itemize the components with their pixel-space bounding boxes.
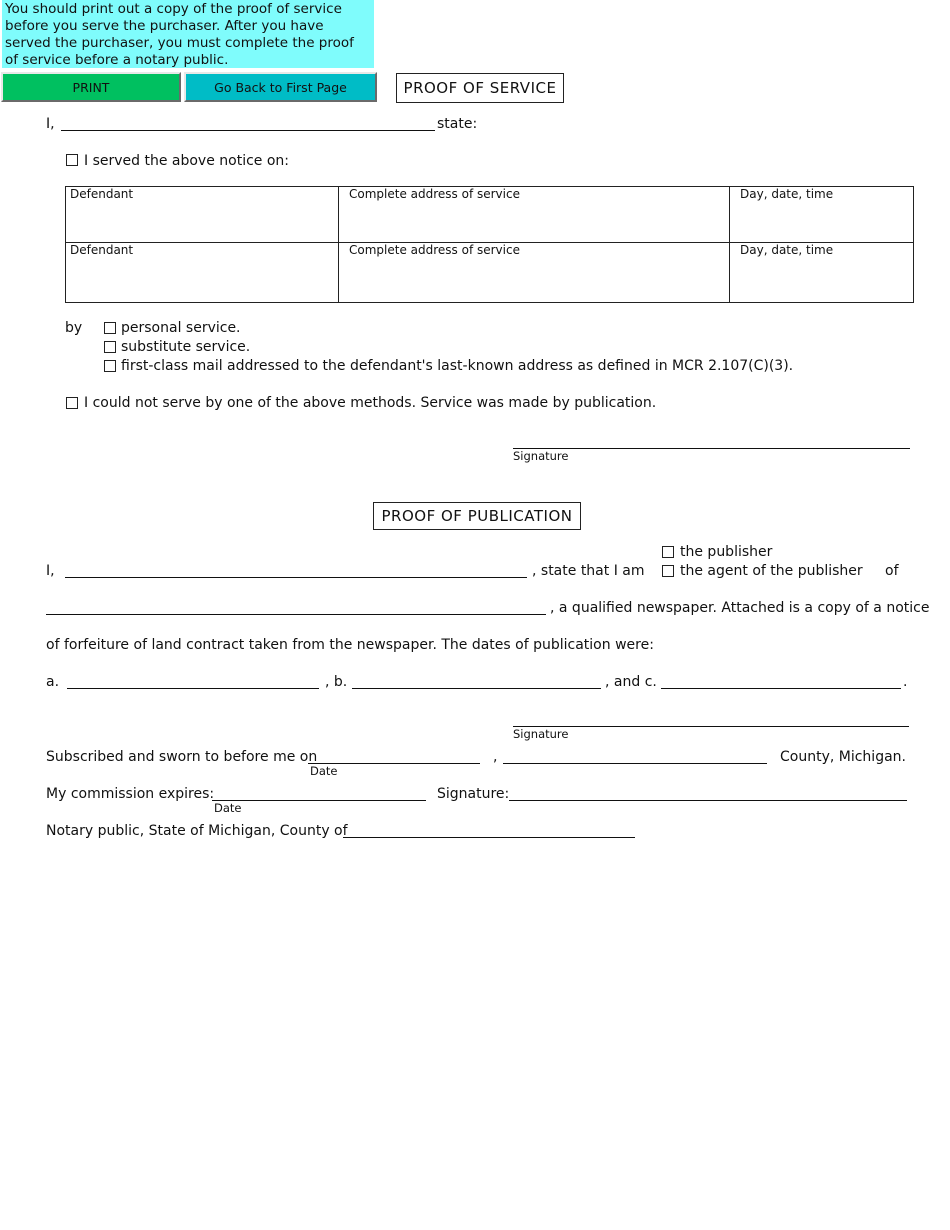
date-a-field[interactable]: [67, 688, 319, 689]
commission-expires-label: My commission expires:: [46, 786, 215, 802]
by-label: by: [65, 320, 83, 336]
personal-service-checkbox[interactable]: [104, 322, 116, 334]
table-row: [66, 187, 914, 243]
substitute-service-label: substitute service.: [121, 339, 251, 355]
publisher-name-field[interactable]: [65, 577, 527, 578]
personal-service-label: personal service.: [121, 320, 241, 336]
table-row: [66, 243, 914, 303]
date-c-field[interactable]: [661, 688, 901, 689]
date-b-label: , b.: [325, 674, 348, 690]
service-signature-label: Signature: [513, 449, 569, 463]
proof-of-publication-title: PROOF OF PUBLICATION: [373, 502, 581, 530]
notary-signature-field[interactable]: [509, 800, 907, 801]
comma-label: ,: [493, 749, 498, 765]
commission-date-label: Date: [214, 801, 242, 815]
sworn-county-field[interactable]: [503, 763, 767, 764]
address-label: Complete address of service: [349, 187, 520, 201]
commission-date-field[interactable]: [212, 800, 426, 801]
day-date-time-cell[interactable]: [730, 187, 914, 243]
defendant-cell[interactable]: [66, 243, 339, 303]
address-label: Complete address of service: [349, 243, 520, 257]
print-button[interactable]: PRINT: [1, 72, 181, 102]
address-cell[interactable]: [339, 243, 730, 303]
served-notice-checkbox[interactable]: [66, 154, 78, 166]
notary-signature-label: Signature:: [437, 786, 510, 802]
notary-public-label: Notary public, State of Michigan, County of: [46, 823, 348, 839]
publication-label: I could not serve by one of the above methods. Service was made by publication.: [84, 395, 657, 411]
state-that-label: , state that I am: [532, 563, 645, 579]
publisher-checkbox[interactable]: [662, 546, 674, 558]
proof-of-service-title: PROOF OF SERVICE: [396, 73, 564, 103]
publisher-label: the publisher: [680, 544, 773, 560]
address-cell[interactable]: [339, 187, 730, 243]
date-b-field[interactable]: [352, 688, 601, 689]
server-name-field[interactable]: [61, 130, 435, 131]
service-signature-field[interactable]: [513, 448, 910, 449]
publication-checkbox[interactable]: [66, 397, 78, 409]
server-i-label: I,: [46, 116, 55, 132]
day-date-time-cell[interactable]: [730, 243, 914, 303]
sworn-date-label: Date: [310, 764, 338, 778]
period-label: .: [903, 674, 908, 690]
service-table: [65, 186, 914, 303]
defendant-label: Defendant: [70, 187, 134, 201]
forfeiture-label: of forfeiture of land contract taken from the newspaper. The dates of publication were:: [46, 637, 654, 653]
date-a-label: a.: [46, 674, 60, 690]
state-label: state:: [437, 116, 478, 132]
publication-signature-label: Signature: [513, 727, 569, 741]
print-notice: You should print out a copy of the proof of service before you serve the purchaser. After you have served the purchaser, you must complete the proof of service before a notary public.: [2, 0, 374, 68]
county-michigan-label: County, Michigan.: [780, 749, 906, 765]
date-c-label: , and c.: [605, 674, 657, 690]
of-label: of: [885, 563, 899, 579]
day-date-time-label: Day, date, time: [740, 187, 834, 201]
day-date-time-label: Day, date, time: [740, 243, 834, 257]
first-class-mail-label: first-class mail addressed to the defendant's last-known address as defined in MCR 2.107(C)(3).: [121, 358, 794, 374]
served-notice-label: I served the above notice on:: [84, 153, 290, 169]
publication-signature-field[interactable]: [513, 726, 909, 727]
notary-county-field[interactable]: [343, 837, 635, 838]
newspaper-name-field[interactable]: [46, 614, 546, 615]
qualified-newspaper-label: , a qualified newspaper. Attached is a copy of a notice: [550, 600, 930, 616]
subscribed-label: Subscribed and sworn to before me on: [46, 749, 318, 765]
defendant-label: Defendant: [70, 243, 134, 257]
agent-label: the agent of the publisher: [680, 563, 863, 579]
agent-checkbox[interactable]: [662, 565, 674, 577]
defendant-cell[interactable]: [66, 187, 339, 243]
go-back-first-page-button[interactable]: Go Back to First Page: [184, 72, 377, 102]
publisher-i-label: I,: [46, 563, 55, 579]
first-class-mail-checkbox[interactable]: [104, 360, 116, 372]
substitute-service-checkbox[interactable]: [104, 341, 116, 353]
